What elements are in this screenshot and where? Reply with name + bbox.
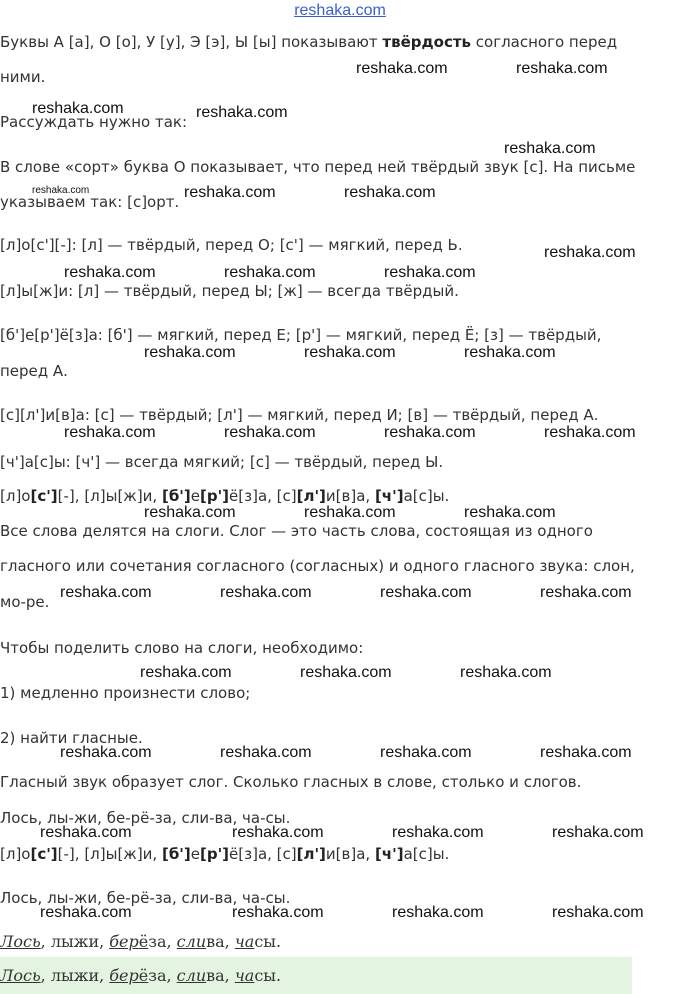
text-line: перед А. (0, 362, 68, 380)
watermark: reshaka.com (232, 824, 324, 841)
watermark: reshaka.com (60, 584, 152, 601)
text-line: указываем так: [с]орт. (0, 193, 180, 211)
text-line: Все слова делятся на слоги. Слог — это часть слова, состоящая из одного (0, 522, 593, 540)
watermark: reshaka.com (224, 264, 316, 281)
text-line: Буквы А [а], О [о], У [у], Э [э], Ы [ы] показывают твёрдость согласного перед (0, 33, 618, 51)
watermark: reshaka.com (144, 344, 236, 361)
watermark: reshaka.com (384, 264, 476, 281)
watermark: reshaka.com (460, 664, 552, 681)
watermark: reshaka.com (32, 100, 124, 117)
watermark: reshaka.com (540, 584, 632, 601)
watermark: reshaka.com (380, 584, 472, 601)
watermark: reshaka.com (504, 140, 596, 157)
watermark: reshaka.com (544, 244, 636, 261)
watermark: reshaka.com (304, 504, 396, 521)
watermark: reshaka.com (40, 904, 132, 921)
watermark: reshaka.com (300, 664, 392, 681)
transcription-line: [л]о[с'][-], [л]ы[ж]и, [б']е[р']ё[з]а, [с][л']и[в]а, [ч']а[с]ы. (0, 845, 450, 863)
text-line: [ч']а[с]ы: [ч'] — всегда мягкий; [с] — твёрдый, перед Ы. (0, 453, 444, 471)
watermark: reshaka.com (392, 904, 484, 921)
text-line: Лось, лы-жи, бе-рё-за, сли-ва, ча-сы. (0, 889, 291, 907)
watermark: reshaka.com (384, 424, 476, 441)
watermark: reshaka.com (552, 904, 644, 921)
watermark: reshaka.com (344, 184, 436, 201)
watermark: reshaka.com (552, 824, 644, 841)
text-line: [с][л']и[в]а: [с] — твёрдый; [л'] — мягкий, перед И; [в] — твёрдый, перед А. (0, 406, 599, 424)
watermark: reshaka.com (220, 744, 312, 761)
site-link[interactable]: reshaka.com (294, 2, 386, 19)
watermark: reshaka.com (392, 824, 484, 841)
watermark: reshaka.com (380, 744, 472, 761)
watermark: reshaka.com (144, 504, 236, 521)
watermark: reshaka.com (356, 60, 448, 77)
watermark: reshaka.com (232, 904, 324, 921)
watermark: reshaka.com (224, 424, 316, 441)
text-line: 1) медленно произнести слово; (0, 684, 251, 702)
watermark: reshaka.com (140, 664, 232, 681)
text-line: Лось, лы-жи, бе-рё-за, сли-ва, ча-сы. (0, 809, 291, 827)
text-line: В слове «сорт» буква О показывает, что перед ней твёрдый звук [с]. На письме (0, 158, 636, 176)
watermark: reshaka.com (540, 744, 632, 761)
watermark: reshaka.com (516, 60, 608, 77)
watermark: reshaka.com (544, 424, 636, 441)
text-line: гласного или сочетания согласного (согласных) и одного гласного звука: слон, (0, 557, 635, 575)
text-line: [л]о[с'][-]: [л] — твёрдый, перед О; [с'] — мягкий, перед Ь. (0, 236, 463, 254)
watermark: reshaka.com (60, 744, 152, 761)
watermark: reshaka.com (196, 104, 288, 121)
stressed-words-line: Лось, лыжи, берёза, слива, часы. (0, 932, 282, 951)
answer-words-line: Лось, лыжи, берёза, слива, часы. (0, 966, 282, 985)
watermark: reshaka.com (464, 344, 556, 361)
transcription-line: [л]о[с'][-], [л]ы[ж]и, [б']е[р']ё[з]а, [с][л']и[в]а, [ч']а[с]ы. (0, 487, 450, 505)
watermark: reshaka.com (184, 184, 276, 201)
watermark: reshaka.com (64, 264, 156, 281)
text-line: Чтобы поделить слово на слоги, необходимо: (0, 639, 364, 657)
watermark: reshaka.com (32, 185, 90, 196)
watermark: reshaka.com (464, 504, 556, 521)
watermark: reshaka.com (40, 824, 132, 841)
text-line: [л]ы[ж]и: [л] — твёрдый, перед Ы; [ж] — всегда твёрдый. (0, 282, 459, 300)
text-line: Гласный звук образует слог. Сколько гласных в слове, столько и слогов. (0, 773, 582, 791)
text-line: мо-ре. (0, 593, 50, 611)
watermark: reshaka.com (220, 584, 312, 601)
text-line: 2) найти гласные. (0, 729, 143, 747)
watermark: reshaka.com (304, 344, 396, 361)
watermark: reshaka.com (64, 424, 156, 441)
text-line: ними. (0, 68, 46, 86)
text-line: Рассуждать нужно так: (0, 113, 188, 131)
text-line: [б']е[р']ё[з]а: [б'] — мягкий, перед Е; [р'] — мягкий, перед Ё; [з] — твёрдый, (0, 326, 602, 344)
